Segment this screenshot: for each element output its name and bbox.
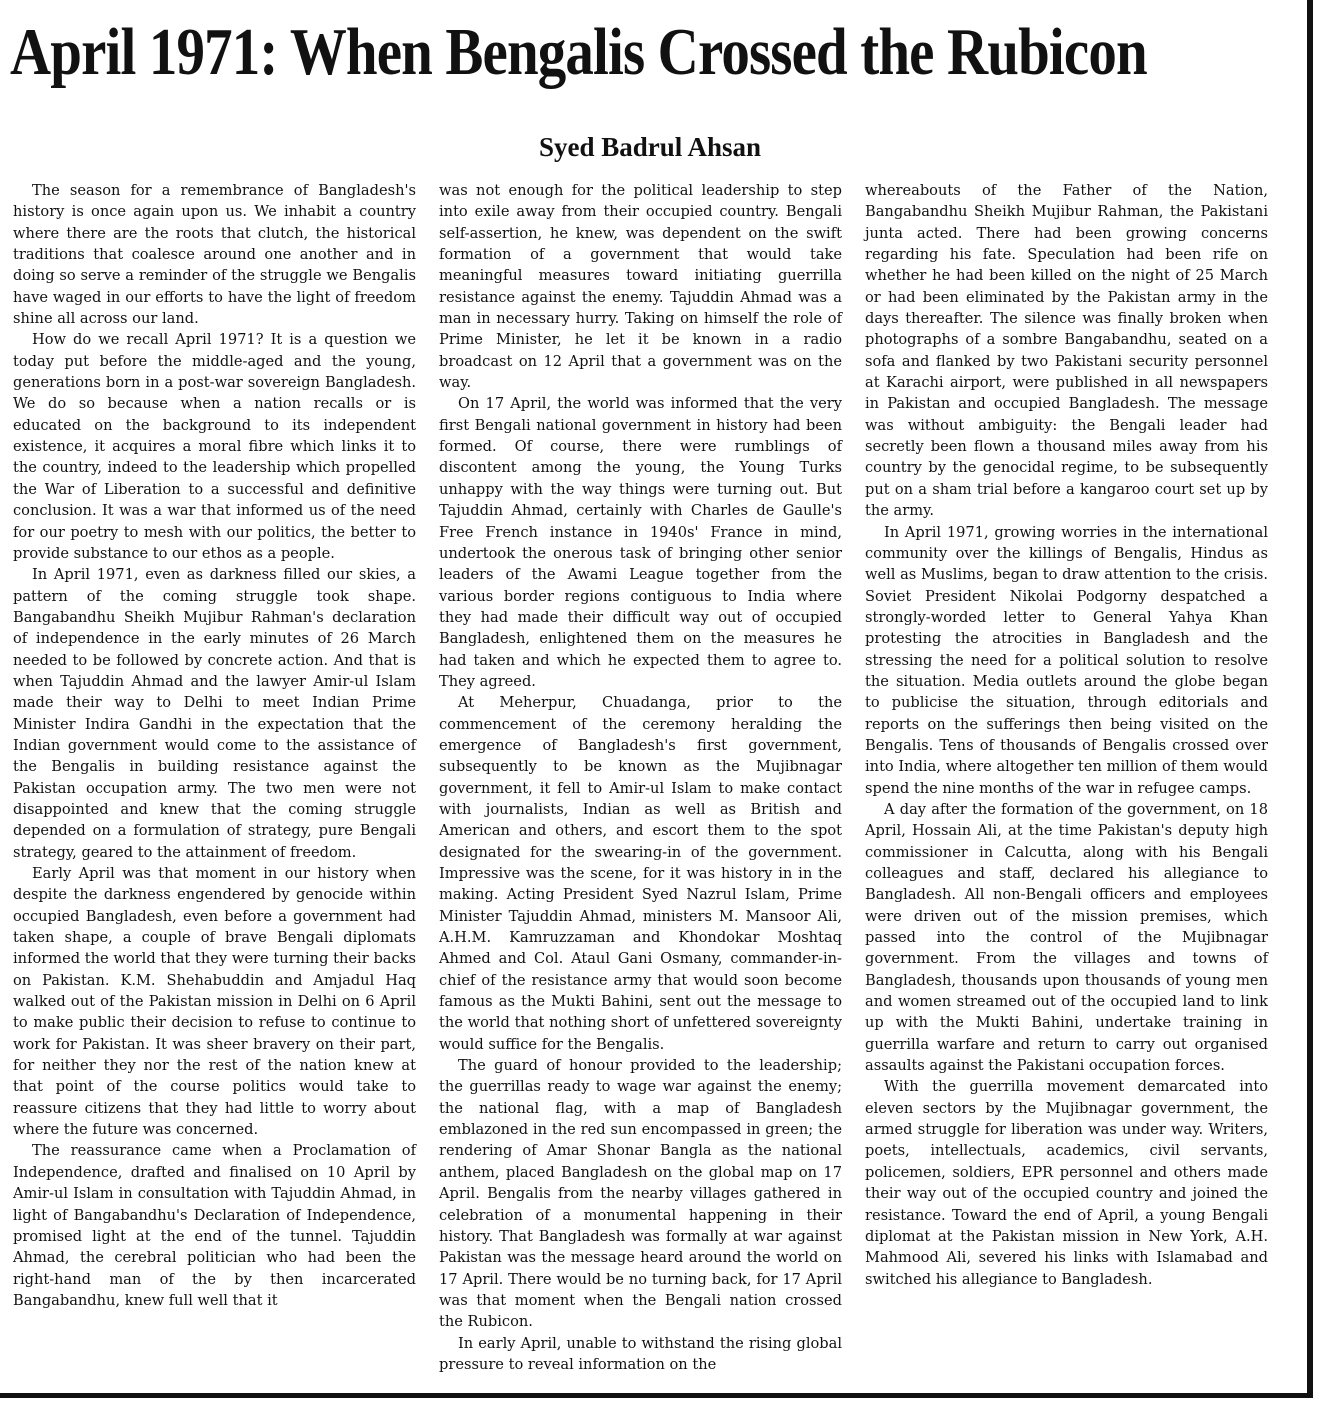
paragraph: The guard of honour provided to the leadership; the guerrillas ready to wage war against the enemy; the national flag, with a map of Bangladesh emblazoned in the red sun encompassed in green; the rendering of Amar Shonar Bangla as the national anthem, placed Bangladesh on the global map on 17 April. Bengalis from the nearby villages gathered in celebration of a monumental happening in their history. That Bangladesh was formally at war against Pakistan was the message heard around the world on 17 April. There would be no turning back, for 17 April was that moment when the Bengali nation crossed the Rubicon. bbox=[439, 1057, 842, 1331]
paragraph: How do we recall April 1971? It is a question we today put before the middle-aged and the young, generations born in a post-war sovereign Bangladesh. We do so because when a nation recalls or is educated on the background to its independent existence, it acquires a moral fibre which links it to the country, indeed to the leadership which propelled the War of Liberation to a successful and definitive conclusion. It was a war that informed us of the need for our poetry to mesh with our politics, the better to provide substance to our ethos as a people. bbox=[13, 331, 416, 562]
article-column-2 bbox=[439, 180, 842, 1375]
paragraph: On 17 April, the world was informed that the very first Bengali national government in history had been formed. Of course, there were rumblings of discontent among the young, the Young Turks unhappy with the way things were turning out. But Tajuddin Ahmad, certainly with Charles de Gaulle's Free French instance in 1940s' France in mind, undertook the onerous task of bringing other senior leaders of the Awami League together from the various border regions contiguous to India where they had made their difficult way out of occupied Bangladesh, enlightened them on the measures he had taken and which he expected them to agree to. They agreed. bbox=[439, 395, 842, 690]
paragraph: The reassurance came when a Proclamation of Independence, drafted and finalised on 10 April by Amir-ul Islam in consultation with Tajuddin Ahmad, in light of Bangabandhu's Declaration of Independence, promised light at the end of the tunnel. Tajuddin Ahmad, the cerebral politician who had been the right-hand man of the by then incarcerated Bangabandhu, knew full well that it bbox=[13, 1142, 416, 1309]
paragraph: Early April was that moment in our history when despite the darkness engendered by genocide within occupied Bangladesh, even before a government had taken shape, a couple of brave Bengali diplomats informed the world that they were turning their backs on Pakistan. K.M. Shehabuddin and Amjadul Haq walked out of the Pakistan mission in Delhi on 6 April to make public their decision to refuse to continue to work for Pakistan. It was sheer bravery on their part, for neither they nor the rest of the nation knew at that point of the course politics would take to reassure citizens that they had little to worry about where the future was concerned. bbox=[13, 865, 416, 1139]
paragraph: The season for a remembrance of Bangladesh's history is once again upon us. We inhabit a country where there are the roots that clutch, the historical traditions that coalesce around one another and in doing so serve a reminder of the struggle we Bengalis have waged in our efforts to have the light of freedom shine all across our land. bbox=[13, 182, 416, 328]
paragraph-continued: was not enough for the political leadership to step into exile away from their occupied country. Bengali self-assertion, he knew, was dependent on the swift formation of a government that would take meaningful measures toward initiating guerrilla resistance against the enemy. Tajuddin Ahmad was a man in necessary hurry. Taking on himself the role of Prime Minister, he let it be known in a radio broadcast on 12 April that a government was on the way. bbox=[439, 182, 842, 392]
paragraph: In April 1971, even as darkness filled our skies, a pattern of the coming struggle took shape. Bangabandhu Sheikh Mujibur Rahman's declaration of independence in the early minutes of 26 March needed to be followed by concrete action. And that is when Tajuddin Ahmad and the lawyer Amir-ul Islam made their way to Delhi to meet Indian Prime Minister Indira Gandhi in the expectation that the Indian government would come to the assistance of the Bengalis in building resistance against the Pakistan occupation army. The two men were not disappointed and knew that the coming struggle depended on a formulation of strategy, pure Bengali strategy, geared to the attainment of freedom. bbox=[13, 566, 416, 861]
paragraph: In early April, unable to withstand the rising global pressure to reveal information on the bbox=[439, 1334, 842, 1373]
article-column-3 bbox=[865, 180, 1268, 1290]
article-column-1 bbox=[13, 180, 416, 1311]
paragraph: At Meherpur, Chuadanga, prior to the commencement of the ceremony heralding the emergence of Bangladesh's first government, subsequently to be known as the Mujibnagar government, it fell to Amir-ul Islam to make contact with journalists, Indian as well as British and American and others, and escort them to the spot designated for the swearing-in of the government. Impressive was the scene, for it was history in in the making. Acting President Syed Nazrul Islam, Prime Minister Tajuddin Ahmad, ministers M. Mansoor Ali, A.H.M. Kamruzzaman and Khondokar Moshtaq Ahmed and Col. Ataul Gani Osmany, commander-in-chief of the resistance army that would soon become famous as the Mukti Bahini, sent out the message to the world that nothing short of unfettered sovereignty would suffice for the Bengalis. bbox=[439, 694, 842, 1053]
paragraph-continued: whereabouts of the Father of the Nation, Bangabandhu Sheikh Mujibur Rahman, the Pakistani junta acted. There had been growing concerns regarding his fate. Speculation had been rife on whether he had been killed on the night of 25 March or had been eliminated by the Pakistan army in the days thereafter. The silence was finally broken when photographs of a sombre Bangabandhu, seated on a sofa and flanked by two Pakistani security personnel at Karachi airport, were published in all newspapers in Pakistan and occupied Bangladesh. The message was without ambiguity: the Bengali leader had secretly been flown a thousand miles away from his country by the genocidal regime, to be subsequently put on a sham trial before a kangaroo court set up by the army. bbox=[865, 182, 1268, 520]
byline: Syed Badrul Ahsan bbox=[538, 132, 762, 162]
paragraph: A day after the formation of the government, on 18 April, Hossain Ali, at the time Pakistan's deputy high commissioner in Calcutta, along with his Bengali colleagues and staff, declared his allegiance to Bangladesh. All non-Bengali officers and employees were driven out of the mission premises, which passed into the control of the Mujibnagar government. From the villages and towns of Bangladesh, thousands upon thousands of young men and women streamed out of the occupied land to link up with the Mukti Bahini, undertake training in guerrilla warfare and return to carry out organised assaults against the Pakistani occupation forces. bbox=[865, 800, 1268, 1075]
paragraph: In April 1971, growing worries in the international community over the killings of Bengalis, Hindus as well as Muslims, began to draw attention to the crisis. Soviet President Nikolai Podgorny despatched a strongly-worded letter to General Yahya Khan protesting the atrocities in Bangladesh and the stressing the need for a political solution to resolve the situation. Media outlets around the globe began to publicise the situation, through editorials and reports on the sufferings then being visited on the Bengalis. Tens of thousands of Bengalis crossed over into India, where altogether ten million of them would spend the nine months of the war in refugee camps. bbox=[865, 523, 1268, 797]
paragraph: With the guerrilla movement demarcated into eleven sectors by the Mujibnagar government, the armed struggle for liberation was under way. Writers, poets, intellectuals, academics, civil servants, policemen, soldiers, EPR personnel and others made their way out of the occupied country and joined the resistance. Toward the end of April, a young Bengali diplomat at the Pakistan mission in New York, A.H. Mahmood Ali, severed his links with Islamabad and switched his allegiance to Bangladesh. bbox=[865, 1078, 1268, 1288]
headline: April 1971: When Bengalis Crossed the Rubicon bbox=[10, 15, 1147, 89]
